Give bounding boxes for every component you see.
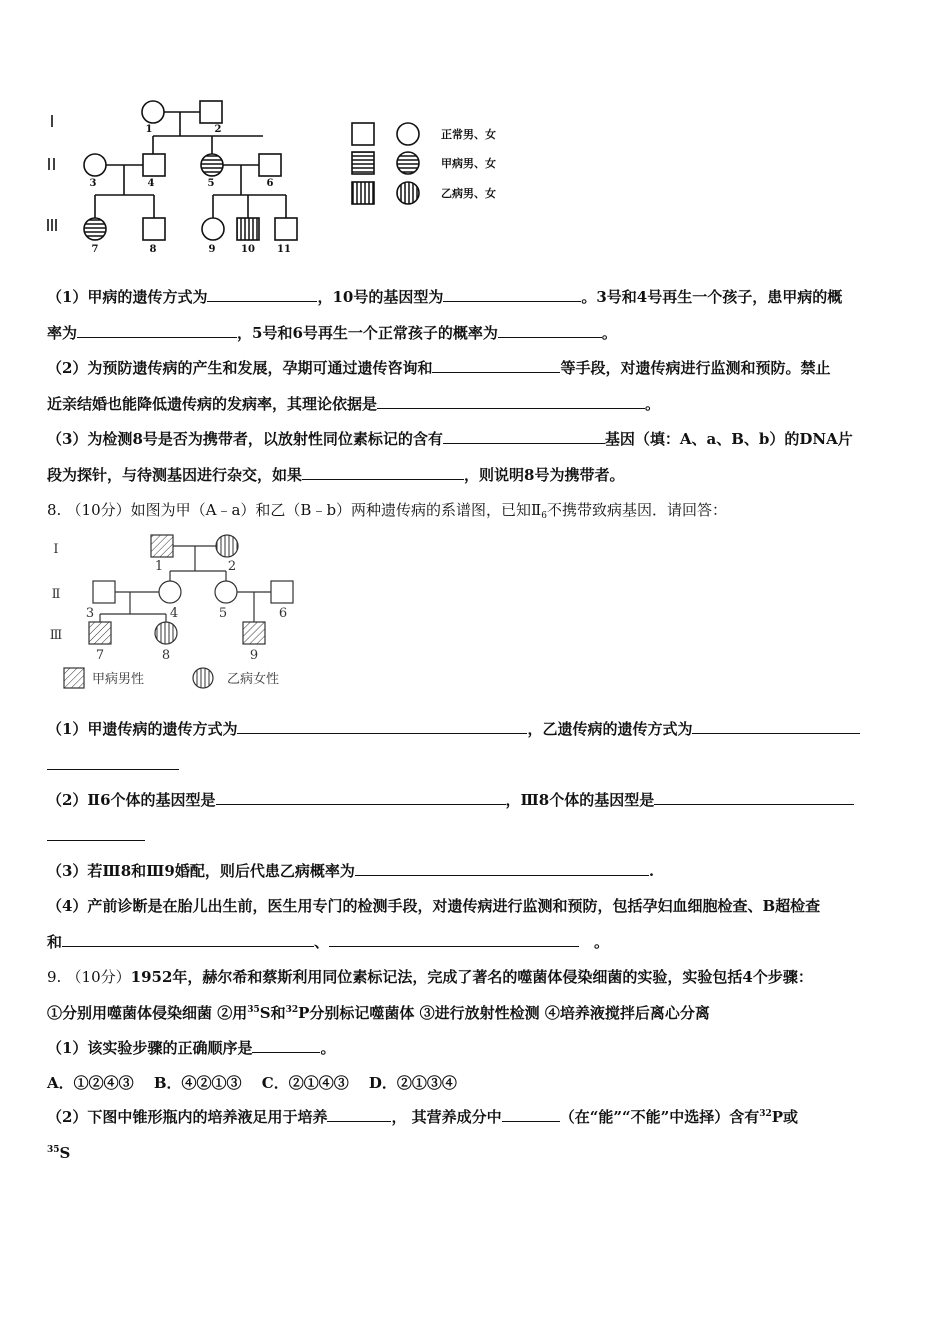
individual-11-label: 11 <box>277 244 291 255</box>
generation-I-label: Ⅰ <box>53 542 59 557</box>
individual-6-label: 6 <box>266 178 274 189</box>
blank[interactable] <box>207 286 317 302</box>
blank[interactable] <box>377 393 645 409</box>
individual-3-label: 3 <box>89 178 97 189</box>
blank[interactable] <box>47 754 179 770</box>
individual-5-label: 5 <box>207 178 215 189</box>
blank[interactable] <box>498 322 602 338</box>
pedigree-figure-2 <box>40 528 320 698</box>
p2-individual-2-label: 2 <box>227 559 237 574</box>
q7-part3-line1: （3）为检测8号是否为携带者，以放射性同位素标记的含有 基因（填：A、a、B、b）的DNA片 <box>47 430 853 448</box>
legend-disease-b: 乙病男、女 <box>441 187 496 200</box>
p2-individual-3-label: 3 <box>85 606 95 621</box>
q8-part2-line2 <box>47 825 906 847</box>
blank[interactable] <box>327 1106 391 1122</box>
q8-part4-line1: （4）产前诊断是在胎儿出生前，医生用专门的检测手段，对遗传病进行监测和预防，包括孕妇血细胞检查、B超检查 <box>47 897 821 915</box>
q8-part1-line2 <box>47 754 906 776</box>
q7-part3-line2: 段为探针，与待测基因进行杂交，如果 ，则说明8号为携带者。 <box>47 466 625 484</box>
p2-individual-1-label: 1 <box>154 559 164 574</box>
q9-stem: 9. （10分）1952年，赫尔希和蔡斯利用同位素标记法，完成了著名的噬菌体侵染细菌的实验，实验包括4个步骤： <box>47 968 813 986</box>
legend-disease-a-male: 甲病男性 <box>92 672 145 687</box>
blank[interactable] <box>252 1037 320 1053</box>
individual-9-label: 9 <box>208 244 216 255</box>
q8-part4-line2: 和 、 。 <box>47 933 610 951</box>
p2-individual-8-label: 8 <box>161 648 171 663</box>
q7-part2-line2: 近亲结婚也能降低遗传病的发病率，其理论依据是 。 <box>47 395 661 413</box>
q9-part2-line1: （2）下图中锥形瓶内的培养液足用于培养 ， 其营养成分中 （在“能”“不能”中选择）含有$^{32}$P或 <box>47 1108 799 1126</box>
q9-part1: （1）该实验步骤的正确顺序是 。 <box>47 1039 336 1057</box>
p2-individual-5-label: 5 <box>218 606 228 621</box>
blank[interactable] <box>692 718 860 734</box>
individual-10-label: 10 <box>241 244 255 255</box>
blank[interactable] <box>329 931 579 947</box>
blank[interactable] <box>47 825 145 841</box>
blank[interactable] <box>77 322 237 338</box>
q7-part1-line2: 率为 ，5号和6号再生一个正常孩子的概率为 。 <box>47 324 617 342</box>
blank[interactable] <box>302 464 464 480</box>
q9-steps: ①分别用噬菌体侵染细菌 ②用$^{35}$S和$^{32}$P分别标记噬菌体 ③进行放射性检测 ④培养液搅拌后离心分离 <box>47 1004 710 1022</box>
q8-part2-line1: （2）Ⅱ6个体的基因型是 ，Ⅲ8个体的基因型是 <box>47 789 906 811</box>
generation-III-label: Ⅲ <box>49 628 63 643</box>
q8-stem: 8. （10分）如图为甲（A﹣a）和乙（B﹣b）两种遗传病的系谱图，已知$Ⅱ_6$不携带致病基因．请回答： <box>47 501 727 521</box>
legend-normal: 正常男、女 <box>441 128 496 141</box>
blank[interactable] <box>237 718 527 734</box>
blank[interactable] <box>654 789 854 805</box>
blank[interactable] <box>62 931 314 947</box>
individual-7-label: 7 <box>91 244 99 255</box>
q7-part1-line1: （1）甲病的遗传方式为 ，10号的基因型为 。3号和4号再生一个孩子，患甲病的概 <box>47 288 843 306</box>
blank[interactable] <box>355 860 649 876</box>
legend-disease-b-female: 乙病女性 <box>227 672 280 687</box>
blank[interactable] <box>216 789 506 805</box>
q9-options[interactable]: A．①②④③ B．④②①③ C．②①④③ D．②①③④ <box>47 1074 457 1092</box>
individual-8-label: 8 <box>149 244 157 255</box>
pedigree-figure-1 <box>40 95 520 265</box>
p2-individual-6-label: 6 <box>278 606 288 621</box>
individual-2-label: 2 <box>214 124 222 135</box>
q9-part2-line2: $^{35}$S <box>47 1144 71 1162</box>
blank[interactable] <box>502 1106 560 1122</box>
q8-part1-line1: （1）甲遗传病的遗传方式为 ，乙遗传病的遗传方式为 <box>47 718 906 740</box>
blank[interactable] <box>432 357 560 373</box>
generation-II-label: Ⅱ <box>51 587 61 602</box>
q8-part3: （3）若Ⅲ8和Ⅲ9婚配，则后代患乙病概率为 . <box>47 862 655 880</box>
individual-1-label: 1 <box>145 124 153 135</box>
p2-individual-7-label: 7 <box>95 648 105 663</box>
individual-4-label: 4 <box>147 178 155 189</box>
blank[interactable] <box>443 428 605 444</box>
q7-part2-line1: （2）为预防遗传病的产生和发展，孕期可通过遗传咨询和 等手段，对遗传病进行监测和预防。禁止 <box>47 359 831 377</box>
p2-individual-4-label: 4 <box>169 606 179 621</box>
p2-individual-9-label: 9 <box>249 648 259 663</box>
blank[interactable] <box>443 286 581 302</box>
legend-disease-a: 甲病男、女 <box>441 157 496 170</box>
